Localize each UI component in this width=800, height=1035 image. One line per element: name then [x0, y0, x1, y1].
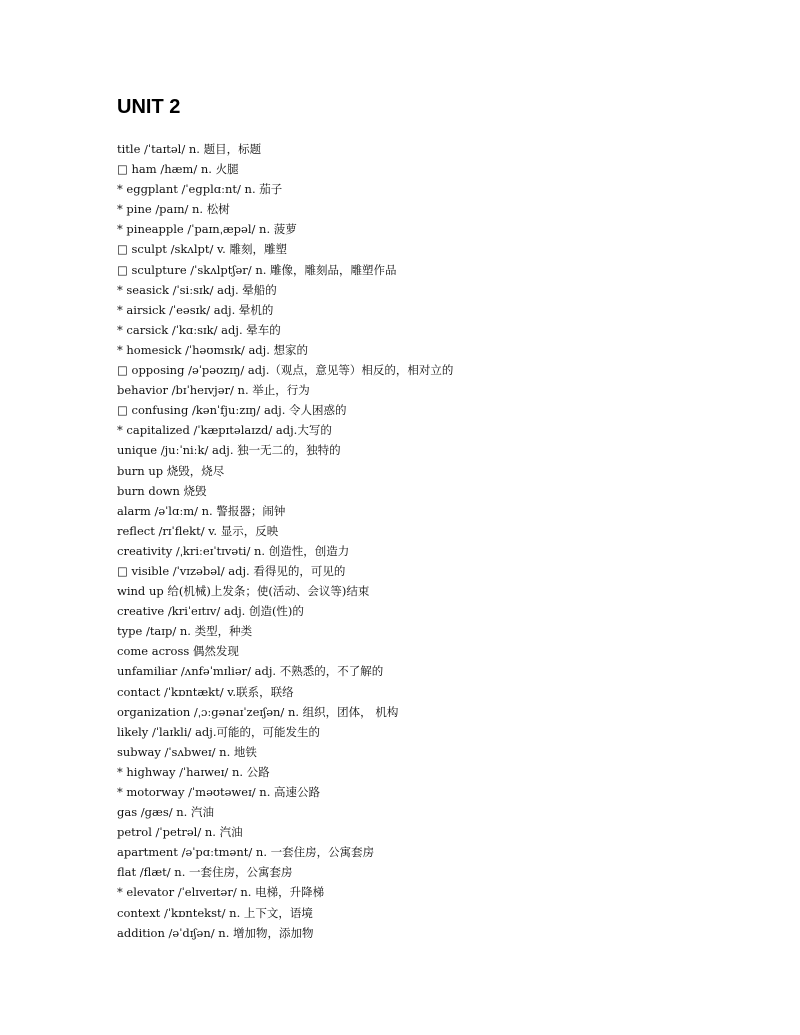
vocabulary-entry: * carsick /ˈkɑːsɪk/ adj. 晕车的 [117, 322, 281, 337]
vocabulary-entry: * homesick /ˈhəʊmsɪk/ adj. 想家的 [117, 342, 309, 357]
vocabulary-entry: wind up 给(机械)上发条；使(活动、会议等)结束 [117, 584, 370, 599]
vocabulary-entry: * seasick /ˈsiːsɪk/ adj. 晕船的 [117, 282, 277, 297]
vocabulary-entry: creativity /ˌkriːeɪˈtɪvəti/ n. 创造性，创造力 [117, 543, 350, 558]
vocabulary-entry: * eggplant /ˈegplɑːnt/ n. 茄子 [117, 182, 283, 197]
vocabulary-entry: contact /ˈkɒntækt/ v.联系，联络 [117, 684, 294, 699]
vocabulary-entry: behavior /bɪˈheɪvjər/ n. 举止，行为 [117, 383, 310, 398]
vocabulary-list [117, 139, 757, 943]
vocabulary-entry: apartment /əˈpɑːtmənt/ n. 一套住房，公寓套房 [117, 845, 375, 860]
vocabulary-entry: flat /flæt/ n. 一套住房，公寓套房 [117, 865, 293, 880]
vocabulary-entry: come across 偶然发现 [117, 644, 239, 659]
vocabulary-entry: petrol /ˈpetrəl/ n. 汽油 [117, 825, 243, 840]
vocabulary-entry: reflect /rɪˈflekt/ v. 显示，反映 [117, 523, 279, 538]
vocabulary-entry: subway /ˈsʌbweɪ/ n. 地铁 [117, 744, 257, 759]
vocabulary-entry: * elevator /ˈelɪveɪtər/ n. 电梯，升降梯 [117, 885, 325, 900]
page-title: UNIT 2 [117, 96, 181, 118]
vocabulary-entry: * motorway /ˈməʊtəweɪ/ n. 高速公路 [117, 785, 321, 799]
vocabulary-entry: gas /gæs/ n. 汽油 [117, 805, 214, 820]
vocabulary-entry: * pine /paɪn/ n. 松树 [117, 202, 230, 217]
vocabulary-entry: context /ˈkɒntekst/ n. 上下文，语境 [117, 905, 313, 920]
vocabulary-entry: * capitalized /ˈkæpɪtəlaɪzd/ adj.大写的 [117, 423, 332, 438]
vocabulary-entry: □ sculpture /ˈskʌlptʃər/ n. 雕像，雕刻品，雕塑作品 [117, 262, 397, 277]
vocabulary-entry: unfamiliar /ʌnfəˈmɪliər/ adj. 不熟悉的，不了解的 [117, 664, 384, 679]
vocabulary-entry: title /ˈtaɪtəl/ n. 题目，标题 [117, 142, 262, 156]
vocabulary-entry: alarm /əˈlɑːm/ n. 警报器；闹钟 [117, 503, 286, 518]
vocabulary-entry: * pineapple /ˈpaɪnˌæpəl/ n. 菠萝 [117, 222, 297, 237]
vocabulary-entry: * highway /ˈhaɪweɪ/ n. 公路 [117, 764, 270, 779]
vocabulary-entry: □ ham /hæm/ n. 火腿 [117, 162, 239, 177]
vocabulary-entry: * airsick /ˈeəsɪk/ adj. 晕机的 [117, 302, 274, 317]
vocabulary-entry: □ visible /ˈvɪzəbəl/ adj. 看得见的，可见的 [117, 563, 346, 578]
vocabulary-entry: unique /juːˈniːk/ adj. 独一无二的，独特的 [117, 443, 341, 458]
vocabulary-entry: □ opposing /əˈpəʊzɪŋ/ adj.（观点，意见等）相反的，相对立的 [117, 363, 454, 378]
vocabulary-entry: □ sculpt /skʌlpt/ v. 雕刻，雕塑 [117, 242, 287, 257]
vocabulary-entry: addition /əˈdɪʃən/ n. 增加物，添加物 [117, 925, 314, 940]
vocabulary-entry: □ confusing /kənˈfjuːzɪŋ/ adj. 令人困惑的 [117, 403, 347, 418]
vocabulary-entry: burn up 烧毁，烧尽 [117, 463, 225, 478]
vocabulary-entry: burn down 烧毁 [117, 483, 207, 498]
vocabulary-entry: likely /ˈlaɪkli/ adj.可能的，可能发生的 [117, 724, 321, 739]
vocabulary-entry: creative /kriˈeɪtɪv/ adj. 创造(性)的 [117, 604, 304, 619]
vocabulary-entry: organization /ˌɔːgənaɪˈzeɪʃən/ n. 组织，团体， 机构 [117, 704, 399, 719]
vocabulary-entry: type /taɪp/ n. 类型，种类 [117, 624, 253, 639]
